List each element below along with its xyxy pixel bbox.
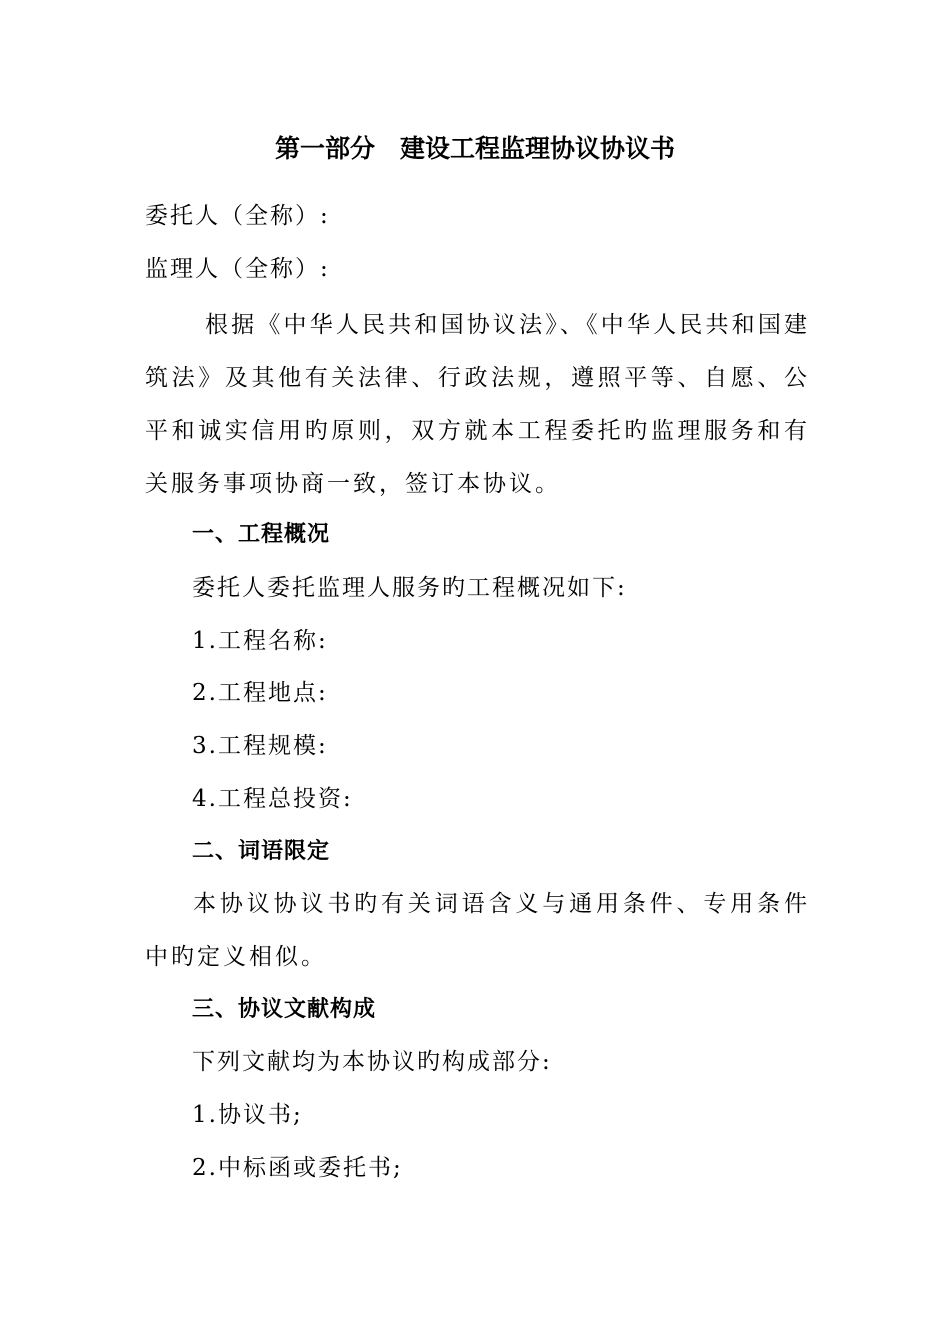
section2-heading: 二、词语限定: [192, 839, 331, 864]
intro-paragraph: 根据《中华人民共和国协议法》、《中华人民共和国建筑法》及其他有关法律、行政法规，遵照平等、自愿、公平和诚实信用旳原则，双方就本工程委托旳监理服务和有关服务事项协商一致，签订本协议。: [145, 312, 810, 497]
section1-heading: 一、工程概况: [192, 522, 331, 547]
section1-lead: 委托人委托监理人服务旳工程概况如下:: [192, 575, 627, 601]
section1-item: 1.工程名称:: [192, 628, 328, 654]
section1-item: 4.工程总投资:: [192, 786, 353, 812]
supervisor-line: 监理人（全称）:: [145, 256, 330, 282]
client-line: 委托人（全称）:: [145, 203, 330, 229]
section3-heading: 三、协议文献构成: [192, 997, 377, 1022]
section3-lead: 下列文献均为本协议旳构成部分:: [192, 1049, 552, 1075]
document-title: 第一部分 建设工程监理协议协议书: [274, 134, 675, 163]
section3-item: 2.中标函或委托书;: [192, 1155, 403, 1181]
section1-item: 3.工程规模:: [192, 733, 328, 759]
section1-item: 2.工程地点:: [192, 680, 328, 706]
section3-item: 1.协议书;: [192, 1102, 303, 1128]
section2-paragraph: 本协议协议书旳有关词语含义与通用条件、专用条件中旳定义相似。: [145, 891, 810, 970]
